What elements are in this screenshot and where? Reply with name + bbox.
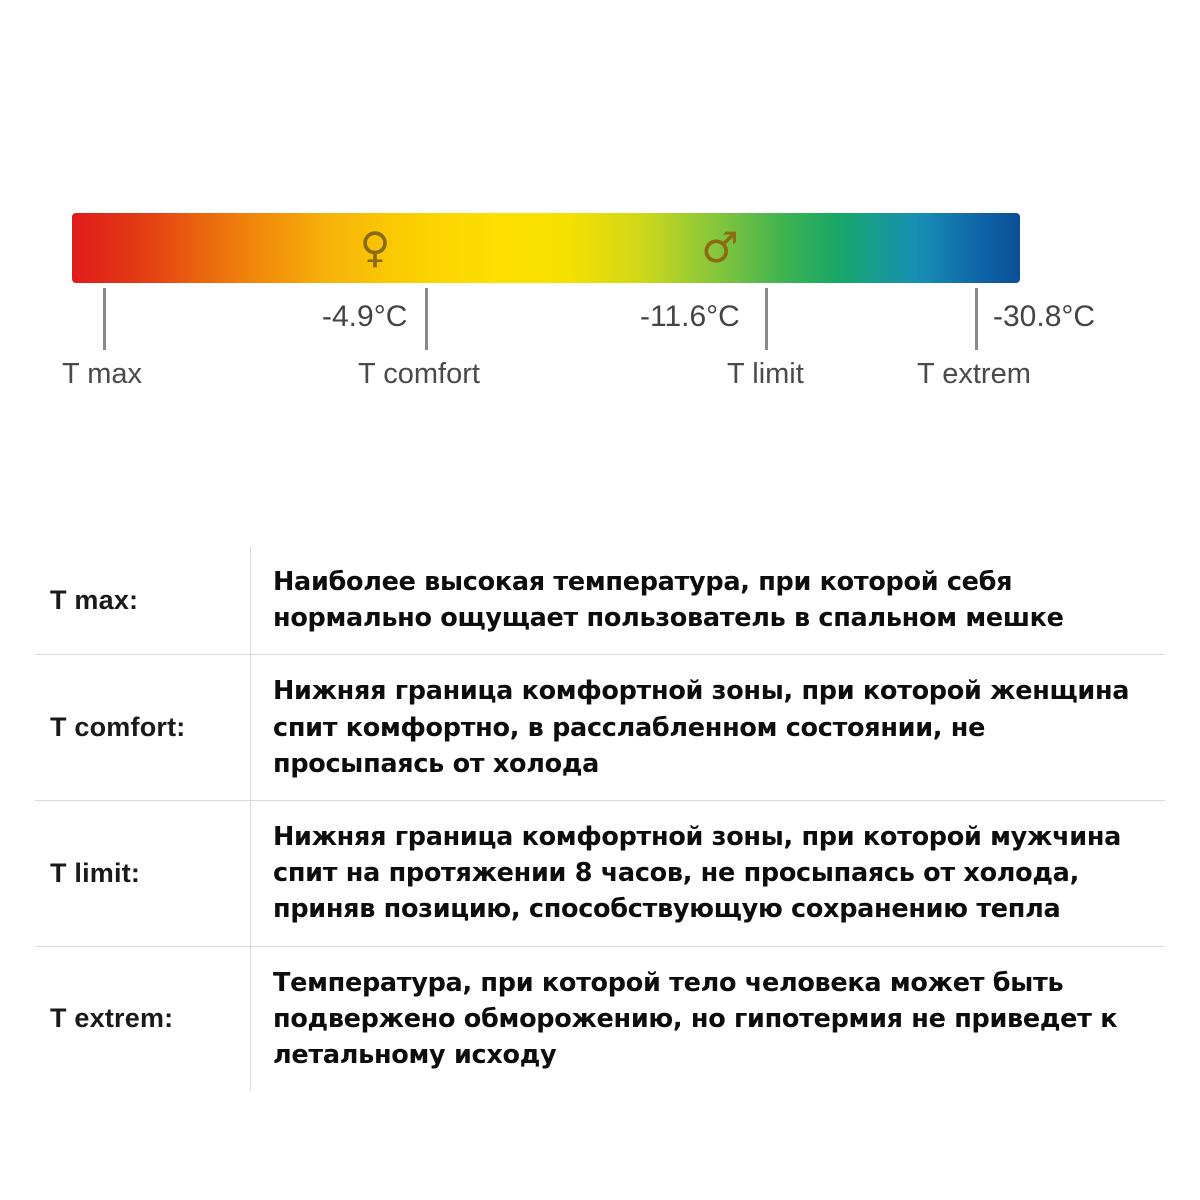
value-t-limit: -11.6°C xyxy=(640,300,740,333)
label-t-comfort: T comfort xyxy=(358,358,480,390)
definitions-table xyxy=(35,545,1165,1091)
description-t-comfort: Нижняя граница комфортной зоны, при которой женщина спит комфортно, в расслабленном состоянии, не просыпаясь от холода xyxy=(250,655,1165,800)
temperature-gradient-bar xyxy=(72,213,1020,283)
tick-t-comfort xyxy=(425,288,428,350)
table-row xyxy=(35,545,1165,655)
term-t-max: T max: xyxy=(50,584,139,615)
value-t-extrem: -30.8°C xyxy=(993,300,1096,333)
tick-t-extrem xyxy=(975,288,978,350)
description-t-max: Наиболее высокая температура, при которой себя нормально ощущает пользователь в спальном мешке xyxy=(250,546,1165,654)
male-symbol-icon: ♂ xyxy=(701,223,739,272)
label-t-max: T max xyxy=(62,358,143,390)
value-t-comfort: -4.9°C xyxy=(322,300,408,333)
label-t-limit: T limit xyxy=(727,358,804,390)
female-symbol-icon: ♀ xyxy=(359,223,391,272)
table-row xyxy=(35,947,1165,1092)
tick-t-max xyxy=(103,288,106,350)
term-t-limit: T limit: xyxy=(50,857,141,888)
table-row xyxy=(35,655,1165,801)
label-t-extrem: T extrem xyxy=(917,358,1031,390)
term-t-extrem: T extrem: xyxy=(50,1003,174,1034)
description-t-extrem: Температура, при которой тело человека может быть подвержено обморожению, но гипотермия не приведет к летальному исходу xyxy=(250,947,1165,1092)
temperature-scale xyxy=(0,0,1200,470)
table-row xyxy=(35,801,1165,947)
term-t-comfort: T comfort: xyxy=(50,712,186,743)
tick-t-limit xyxy=(765,288,768,350)
description-t-limit: Нижняя граница комфортной зоны, при которой мужчина спит на протяжении 8 часов, не просыпаясь от холода, приняв позицию, способствующую сохранению тепла xyxy=(250,801,1165,946)
